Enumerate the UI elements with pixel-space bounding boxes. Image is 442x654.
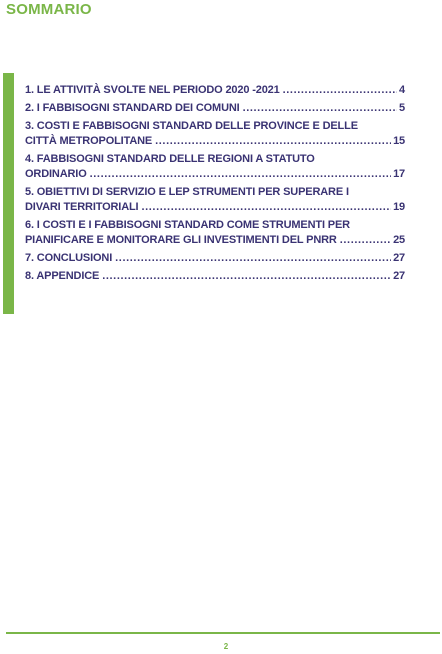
toc-leader-dots xyxy=(155,134,391,149)
toc-entry-text: DIVARI TERRITORIALI xyxy=(25,201,139,213)
toc-leader-dots xyxy=(115,251,391,266)
toc-entry-text: 1. LE ATTIVITÀ SVOLTE NEL PERIODO 2020 -2021 xyxy=(25,84,280,96)
toc-entry-line xyxy=(25,269,405,284)
toc-leader-dots xyxy=(283,83,397,98)
toc-entry-text: 5. OBIETTIVI DI SERVIZIO E LEP STRUMENTI PER SUPERARE I xyxy=(25,186,349,198)
toc-leader-dots xyxy=(141,200,391,215)
toc-entry-text: 8. APPENDICE xyxy=(25,270,100,282)
page-title: SOMMARIO xyxy=(6,1,92,18)
toc-page-number: 19 xyxy=(393,201,405,213)
toc-page-number: 5 xyxy=(399,102,405,114)
toc-entry[interactable] xyxy=(25,269,405,284)
toc-entry[interactable] xyxy=(25,218,405,248)
toc-entry[interactable] xyxy=(25,251,405,266)
toc-entry-text: CITTÀ METROPOLITANE xyxy=(25,135,153,147)
toc-leader-dots xyxy=(340,233,391,248)
toc-entry-line xyxy=(25,251,405,266)
toc-page-number: 27 xyxy=(393,252,405,264)
toc-entry-text: 6. I COSTI E I FABBISOGNI STANDARD COME STRUMENTI PER xyxy=(25,219,350,231)
toc-entry[interactable] xyxy=(25,83,405,98)
toc-entry-line xyxy=(25,167,405,182)
toc-entry-line xyxy=(25,200,405,215)
toc-entry-line xyxy=(25,119,405,134)
toc-entry-text: 7. CONCLUSIONI xyxy=(25,252,113,264)
toc-entry[interactable] xyxy=(25,101,405,116)
toc-leader-dots xyxy=(90,167,391,182)
toc-entry[interactable] xyxy=(25,119,405,149)
toc-page-number: 17 xyxy=(393,168,405,180)
toc-entry-text: 3. COSTI E FABBISOGNI STANDARD DELLE PROVINCE E DELLE xyxy=(25,120,358,132)
toc-entry-line xyxy=(25,101,405,116)
toc-accent-bar xyxy=(3,73,14,314)
toc-page-number: 27 xyxy=(393,270,405,282)
toc-entry-line xyxy=(25,233,405,248)
toc-entry-line xyxy=(25,218,405,233)
toc-entry-text: 2. I FABBISOGNI STANDARD DEI COMUNI xyxy=(25,102,240,114)
page-number: 2 xyxy=(223,642,229,651)
footer-rule xyxy=(6,632,440,634)
toc-entry-text: 4. FABBISOGNI STANDARD DELLE REGIONI A STATUTO xyxy=(25,153,315,165)
toc-entry-line xyxy=(25,83,405,98)
table-of-contents xyxy=(3,73,433,314)
toc-page-number: 15 xyxy=(393,135,405,147)
toc-entry-text: ORDINARIO xyxy=(25,168,87,180)
toc-page-number: 4 xyxy=(399,84,405,96)
toc-page-number: 25 xyxy=(393,234,405,246)
toc-entry[interactable] xyxy=(25,185,405,215)
toc-leader-dots xyxy=(102,269,391,284)
toc-entry-line xyxy=(25,152,405,167)
toc-entry[interactable] xyxy=(25,152,405,182)
toc-leader-dots xyxy=(243,101,397,116)
toc-entry-text: PIANIFICARE E MONITORARE GLI INVESTIMENTI DEL PNRR xyxy=(25,234,337,246)
toc-entry-line xyxy=(25,134,405,149)
toc-entry-line xyxy=(25,185,405,200)
toc-list xyxy=(25,83,405,287)
